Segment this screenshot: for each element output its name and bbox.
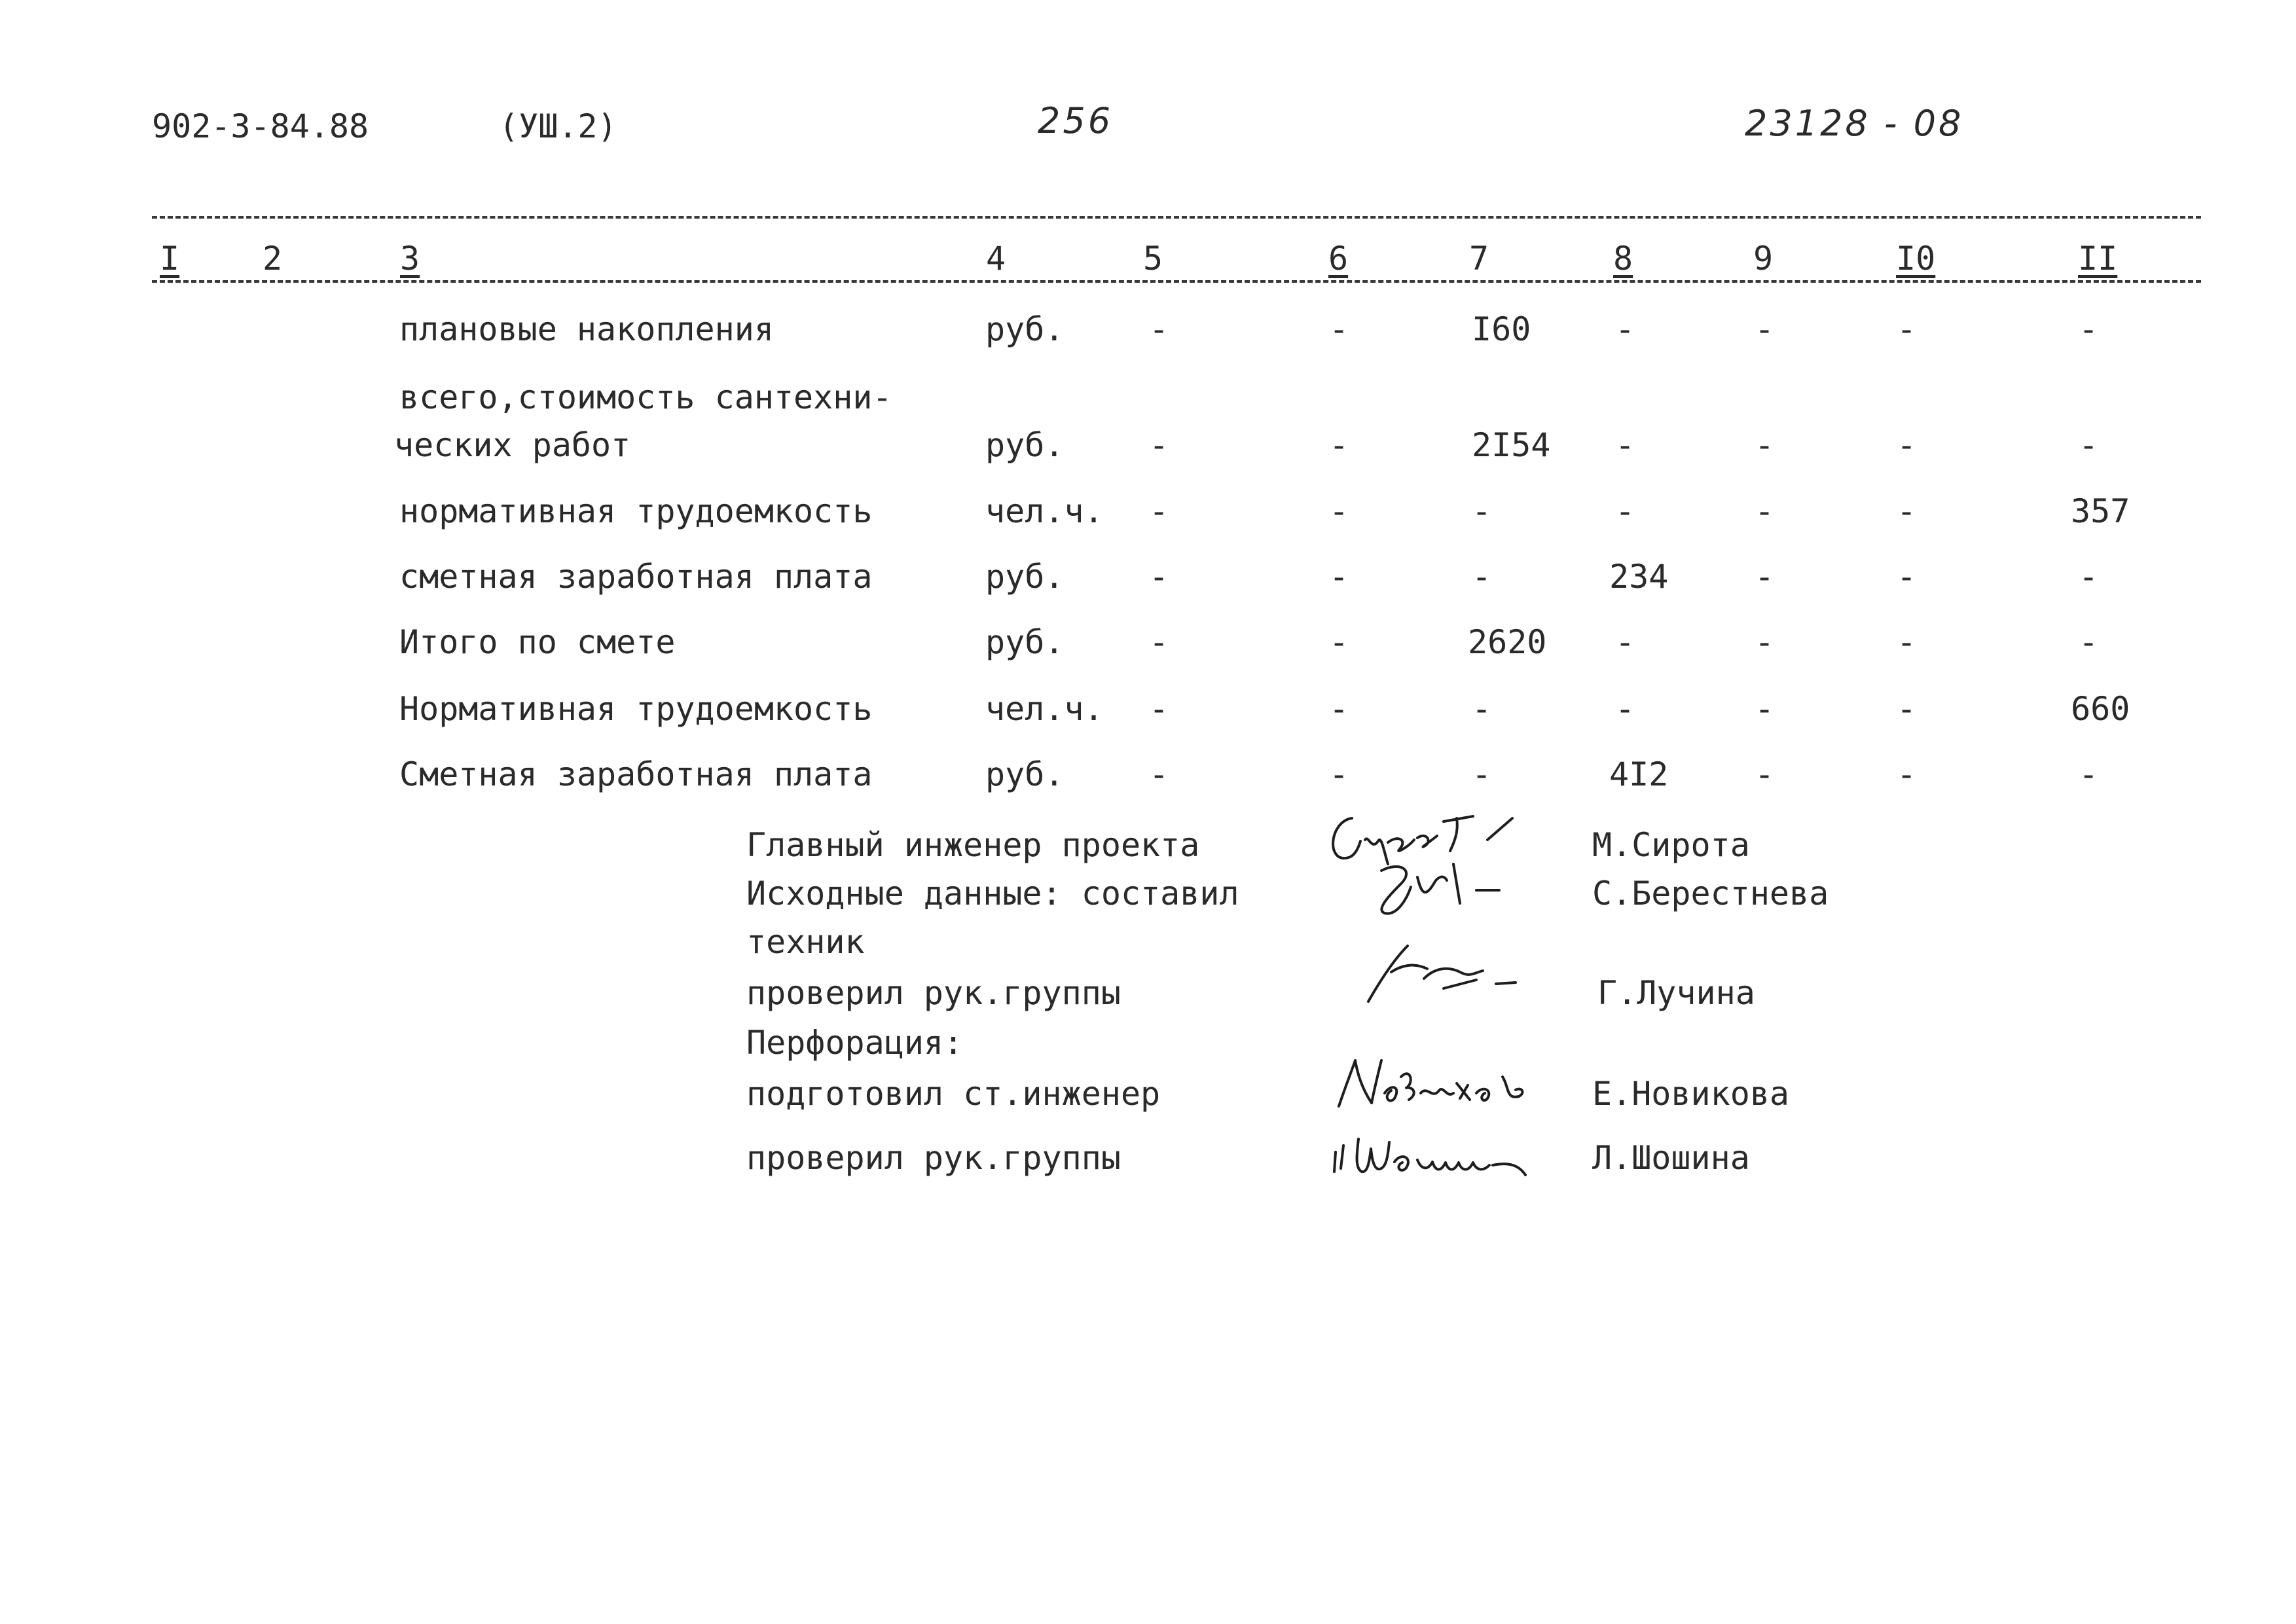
cell-col9: - [1755,755,1775,793]
technician-label: техник [746,923,865,961]
row-unit: руб. [985,310,1065,348]
prepared-name: Е.Новикова [1592,1075,1790,1113]
column-number: 5 [1139,242,1167,275]
cell-col7: - [1472,492,1492,530]
column-number: I0 [1892,242,1939,275]
cell-col5: - [1149,558,1169,596]
cell-col9: - [1755,558,1775,596]
source-data-name: С.Берестнева [1592,875,1829,912]
cell-col11: 357 [2071,492,2130,530]
signature-novikova-icon [1329,1047,1539,1119]
column-number: II [2074,242,2121,275]
cell-col6: - [1329,492,1349,530]
checked-label-1: проверил рук.группы [746,974,1121,1012]
cell-col10: - [1897,623,1917,661]
cell-col6: - [1329,623,1349,661]
cell-col6: - [1329,690,1349,728]
cell-col7: I60 [1472,310,1531,348]
column-number: 9 [1749,242,1777,275]
row-unit: руб. [985,623,1065,661]
cell-col11: - [2079,558,2099,596]
cell-col7: - [1472,755,1492,793]
cell-col11: - [2079,310,2099,348]
row-unit: чел.ч. [985,492,1104,530]
cell-col6: - [1329,310,1349,348]
cell-col11: - [2079,755,2099,793]
perforation-label: Перфорация: [746,1024,964,1062]
row-name-continued: ческих работ [394,426,631,464]
row-name: всего,стоимость сантехни- [399,378,892,416]
chief-engineer-label: Главный инженер проекта [746,826,1200,864]
row-name: сметная заработная плата [399,558,873,596]
checked-label-2: проверил рук.группы [746,1139,1121,1177]
row-name: Нормативная трудоемкость [399,690,873,728]
cell-col6: - [1329,755,1349,793]
document-code: 902-3-84.88 [152,107,369,145]
row-unit: руб. [985,426,1065,464]
row-name: плановые накопления [399,310,774,348]
cell-col8: 234 [1609,558,1669,596]
header-top-rule [152,216,2201,219]
cell-col8: - [1615,492,1635,530]
cell-col9: - [1755,690,1775,728]
cell-col9: - [1755,426,1775,464]
cell-col7: 2I54 [1472,426,1551,464]
cell-col8: - [1615,426,1635,464]
column-number: 4 [982,242,1010,275]
column-number: 2 [259,242,286,275]
checked-name-1: Г.Лучина [1597,974,1755,1012]
signature-luchina-icon [1355,933,1525,1011]
cell-col6: - [1329,426,1349,464]
cell-col8: - [1615,690,1635,728]
cell-col10: - [1897,690,1917,728]
row-unit: руб. [985,755,1065,793]
cell-col10: - [1897,755,1917,793]
chief-engineer-name: М.Сирота [1592,826,1750,864]
cell-col11: - [2079,623,2099,661]
page-number: 256 [1038,100,1114,141]
cell-col5: - [1149,310,1169,348]
prepared-label: подготовил ст.инженер [746,1075,1161,1113]
signature-shoshina-icon [1329,1119,1552,1191]
checked-name-2: Л.Шошина [1592,1139,1750,1177]
cell-col7: - [1472,690,1492,728]
column-number: I [156,242,183,275]
row-name: Итого по смете [399,623,676,661]
registration-number: 23128 - 08 [1745,103,1964,144]
column-number: 8 [1609,242,1637,275]
volume-label: (УШ.2) [499,107,617,145]
row-name: Сметная заработная плата [399,755,873,793]
cell-col5: - [1149,623,1169,661]
cell-col10: - [1897,426,1917,464]
cell-col6: - [1329,558,1349,596]
cell-col9: - [1755,310,1775,348]
cell-col5: - [1149,755,1169,793]
cell-col10: - [1897,558,1917,596]
row-name: нормативная трудоемкость [399,492,873,530]
cell-col11: 660 [2071,690,2130,728]
column-number: 3 [396,242,424,275]
column-number: 7 [1465,242,1493,275]
cell-col7: 2620 [1468,623,1547,661]
cell-col11: - [2079,426,2099,464]
cell-col9: - [1755,623,1775,661]
cell-col10: - [1897,492,1917,530]
cell-col5: - [1149,690,1169,728]
source-data-label: Исходные данные: составил [746,875,1239,912]
signature-berestneva-icon [1362,851,1519,923]
cell-col8: - [1615,623,1635,661]
header-bottom-rule [152,280,2201,283]
row-unit: руб. [985,558,1065,596]
cell-col5: - [1149,492,1169,530]
cell-col8: 4I2 [1609,755,1669,793]
cell-col7: - [1472,558,1492,596]
row-unit: чел.ч. [985,690,1104,728]
cell-col9: - [1755,492,1775,530]
cell-col8: - [1615,310,1635,348]
cell-col10: - [1897,310,1917,348]
column-number: 6 [1324,242,1352,275]
cell-col5: - [1149,426,1169,464]
